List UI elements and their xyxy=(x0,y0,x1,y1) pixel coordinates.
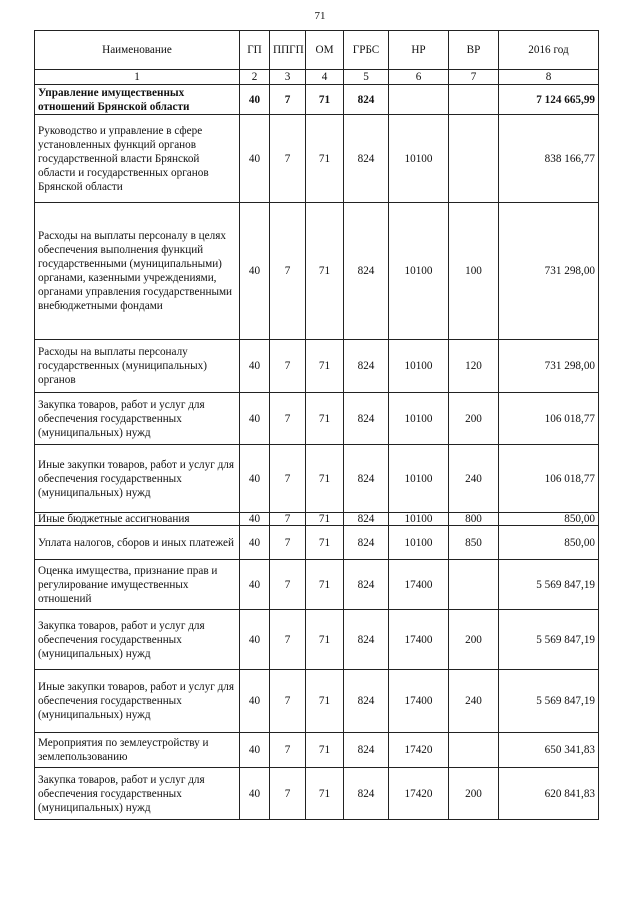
col-number: 4 xyxy=(306,70,344,85)
row-nr: 17400 xyxy=(389,610,449,670)
row-vr: 100 xyxy=(449,203,499,340)
row-grbs: 824 xyxy=(344,203,389,340)
row-grbs: 824 xyxy=(344,340,389,393)
row-name: Мероприятия по землеустройству и землепользованию xyxy=(35,733,240,768)
row-gp: 40 xyxy=(240,85,270,115)
row-om: 71 xyxy=(306,526,344,560)
row-gp: 40 xyxy=(240,670,270,733)
row-nr: 10100 xyxy=(389,115,449,203)
row-nr: 17400 xyxy=(389,560,449,610)
row-gp: 40 xyxy=(240,768,270,820)
col-number: 5 xyxy=(344,70,389,85)
col-header-nr: НР xyxy=(389,31,449,70)
row-gp: 40 xyxy=(240,513,270,526)
row-grbs: 824 xyxy=(344,513,389,526)
col-header-name: Наименование xyxy=(35,31,240,70)
row-vr xyxy=(449,733,499,768)
row-vr: 240 xyxy=(449,670,499,733)
row-amount: 731 298,00 xyxy=(499,340,599,393)
row-gp: 40 xyxy=(240,733,270,768)
table-row xyxy=(35,445,599,513)
row-ppgp: 7 xyxy=(270,203,306,340)
row-grbs: 824 xyxy=(344,393,389,445)
row-om: 71 xyxy=(306,670,344,733)
row-grbs: 824 xyxy=(344,445,389,513)
table-row xyxy=(35,768,599,820)
col-number: 2 xyxy=(240,70,270,85)
row-nr xyxy=(389,85,449,115)
row-vr: 200 xyxy=(449,768,499,820)
row-ppgp: 7 xyxy=(270,513,306,526)
table-row xyxy=(35,115,599,203)
row-nr: 10100 xyxy=(389,393,449,445)
row-name: Иные закупки товаров, работ и услуг для обеспечения государственных (муниципальных) нужд xyxy=(35,670,240,733)
row-gp: 40 xyxy=(240,393,270,445)
row-nr: 10100 xyxy=(389,513,449,526)
budget-table xyxy=(34,30,599,820)
row-vr: 200 xyxy=(449,610,499,670)
row-gp: 40 xyxy=(240,203,270,340)
row-vr: 800 xyxy=(449,513,499,526)
row-name: Расходы на выплаты персоналу государственных (муниципальных) органов xyxy=(35,340,240,393)
column-number-row xyxy=(35,70,599,85)
col-header-vr: ВР xyxy=(449,31,499,70)
row-grbs: 824 xyxy=(344,526,389,560)
table-row xyxy=(35,560,599,610)
row-name: Закупка товаров, работ и услуг для обеспечения государственных (муниципальных) нужд xyxy=(35,610,240,670)
row-ppgp: 7 xyxy=(270,610,306,670)
row-ppgp: 7 xyxy=(270,85,306,115)
row-amount: 5 569 847,19 xyxy=(499,610,599,670)
row-name: Иные закупки товаров, работ и услуг для обеспечения государственных (муниципальных) нужд xyxy=(35,445,240,513)
row-name: Иные бюджетные ассигнования xyxy=(35,513,240,526)
row-amount: 106 018,77 xyxy=(499,393,599,445)
row-vr: 200 xyxy=(449,393,499,445)
col-number: 1 xyxy=(35,70,240,85)
table-row xyxy=(35,733,599,768)
row-vr: 240 xyxy=(449,445,499,513)
row-ppgp: 7 xyxy=(270,445,306,513)
table-row xyxy=(35,85,599,115)
row-grbs: 824 xyxy=(344,85,389,115)
col-header-om: ОМ xyxy=(306,31,344,70)
row-om: 71 xyxy=(306,393,344,445)
col-header-gp: ГП xyxy=(240,31,270,70)
col-header-grbs: ГРБС xyxy=(344,31,389,70)
table-row xyxy=(35,610,599,670)
row-om: 71 xyxy=(306,513,344,526)
row-nr: 17400 xyxy=(389,670,449,733)
row-nr: 10100 xyxy=(389,526,449,560)
row-amount: 5 569 847,19 xyxy=(499,560,599,610)
row-name: Уплата налогов, сборов и иных платежей xyxy=(35,526,240,560)
row-nr: 17420 xyxy=(389,733,449,768)
row-amount: 650 341,83 xyxy=(499,733,599,768)
row-name: Закупка товаров, работ и услуг для обеспечения государственных (муниципальных) нужд xyxy=(35,768,240,820)
row-nr: 10100 xyxy=(389,445,449,513)
row-om: 71 xyxy=(306,560,344,610)
row-amount: 838 166,77 xyxy=(499,115,599,203)
row-name: Закупка товаров, работ и услуг для обеспечения государственных (муниципальных) нужд xyxy=(35,393,240,445)
row-vr xyxy=(449,115,499,203)
row-grbs: 824 xyxy=(344,670,389,733)
row-vr: 850 xyxy=(449,526,499,560)
table-row xyxy=(35,526,599,560)
row-name: Управление имущественных отношений Брянской области xyxy=(35,85,240,115)
table-row xyxy=(35,670,599,733)
row-om: 71 xyxy=(306,610,344,670)
col-number: 8 xyxy=(499,70,599,85)
row-vr: 120 xyxy=(449,340,499,393)
row-nr: 17420 xyxy=(389,768,449,820)
row-name: Оценка имущества, признание прав и регулирование имущественных отношений xyxy=(35,560,240,610)
row-om: 71 xyxy=(306,85,344,115)
row-vr xyxy=(449,560,499,610)
row-grbs: 824 xyxy=(344,610,389,670)
row-gp: 40 xyxy=(240,526,270,560)
page-number: 71 xyxy=(314,10,326,22)
row-ppgp: 7 xyxy=(270,393,306,445)
row-ppgp: 7 xyxy=(270,115,306,203)
col-header-year: 2016 год xyxy=(499,31,599,70)
row-amount: 7 124 665,99 xyxy=(499,85,599,115)
row-amount: 106 018,77 xyxy=(499,445,599,513)
row-ppgp: 7 xyxy=(270,733,306,768)
row-nr: 10100 xyxy=(389,203,449,340)
row-gp: 40 xyxy=(240,115,270,203)
col-header-ppgp: ППГП xyxy=(270,31,306,70)
row-amount: 850,00 xyxy=(499,526,599,560)
row-om: 71 xyxy=(306,733,344,768)
col-number: 6 xyxy=(389,70,449,85)
row-grbs: 824 xyxy=(344,560,389,610)
row-grbs: 824 xyxy=(344,115,389,203)
table-row xyxy=(35,513,599,526)
row-om: 71 xyxy=(306,115,344,203)
row-ppgp: 7 xyxy=(270,560,306,610)
row-amount: 731 298,00 xyxy=(499,203,599,340)
row-ppgp: 7 xyxy=(270,670,306,733)
row-gp: 40 xyxy=(240,445,270,513)
row-om: 71 xyxy=(306,340,344,393)
row-amount: 850,00 xyxy=(499,513,599,526)
row-amount: 620 841,83 xyxy=(499,768,599,820)
row-ppgp: 7 xyxy=(270,340,306,393)
row-om: 71 xyxy=(306,768,344,820)
row-om: 71 xyxy=(306,445,344,513)
table-row xyxy=(35,340,599,393)
row-vr xyxy=(449,85,499,115)
col-number: 7 xyxy=(449,70,499,85)
row-grbs: 824 xyxy=(344,768,389,820)
row-nr: 10100 xyxy=(389,340,449,393)
row-amount: 5 569 847,19 xyxy=(499,670,599,733)
row-ppgp: 7 xyxy=(270,526,306,560)
row-gp: 40 xyxy=(240,610,270,670)
table-row xyxy=(35,203,599,340)
header-row xyxy=(35,31,599,70)
row-om: 71 xyxy=(306,203,344,340)
row-grbs: 824 xyxy=(344,733,389,768)
row-ppgp: 7 xyxy=(270,768,306,820)
table-row xyxy=(35,393,599,445)
row-gp: 40 xyxy=(240,340,270,393)
row-name: Расходы на выплаты персоналу в целях обеспечения выполнения функций государственными (муниципальными) органами, казенными учреждениями, органами управления государственными внебюджетными фондами xyxy=(35,203,240,340)
row-name: Руководство и управление в сфере установленных функций органов государственной власти Брянской области и государственных органов Брянской области xyxy=(35,115,240,203)
row-gp: 40 xyxy=(240,560,270,610)
col-number: 3 xyxy=(270,70,306,85)
